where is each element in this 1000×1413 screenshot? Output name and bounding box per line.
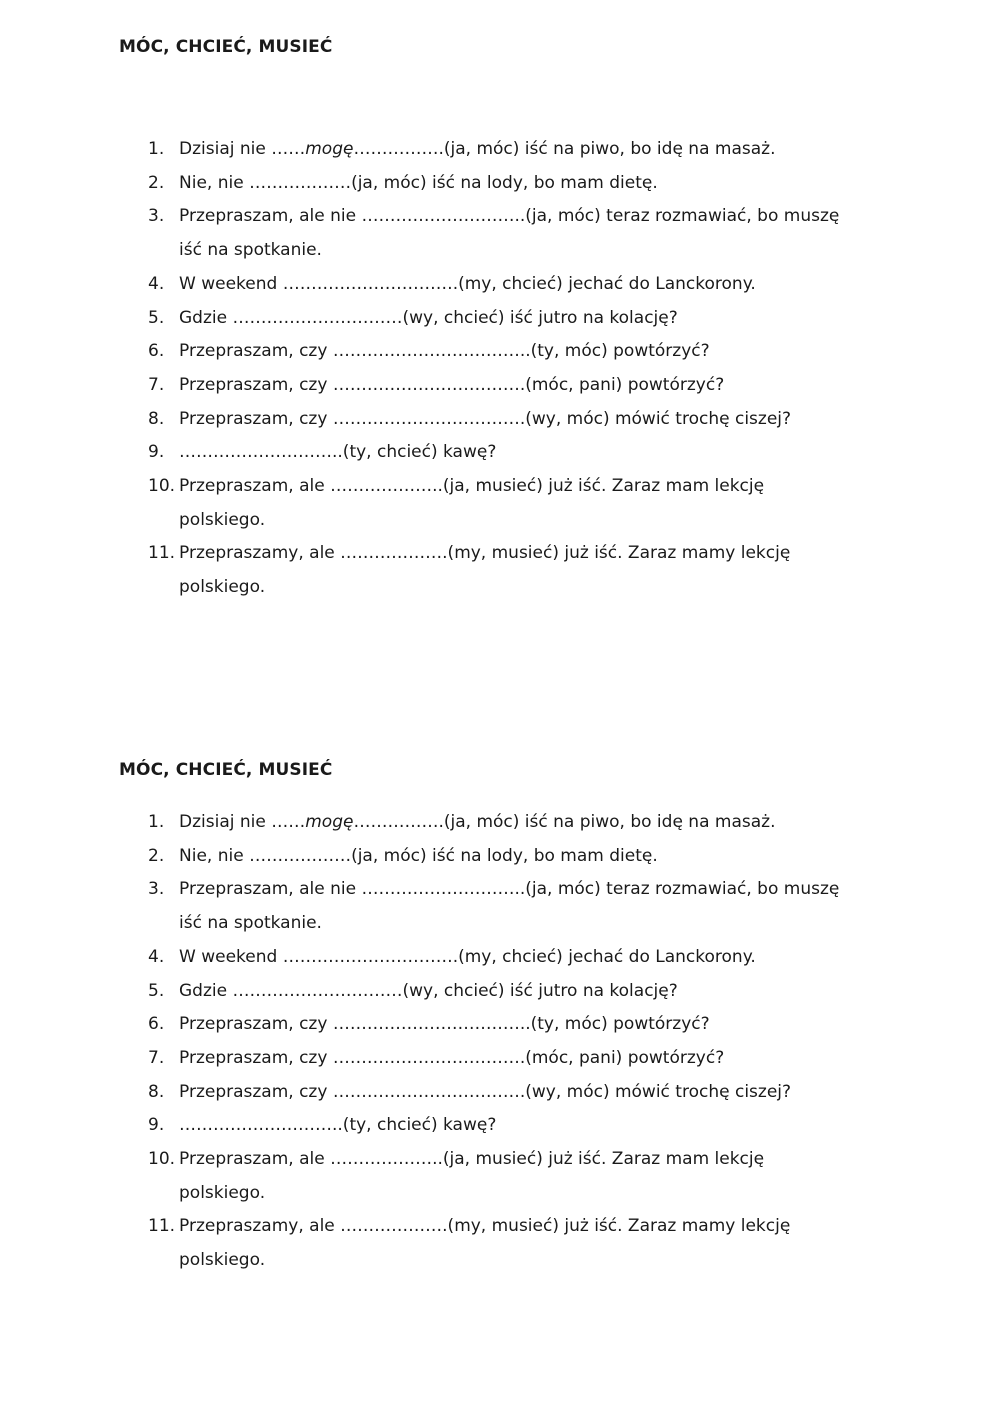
item-line-1: Przepraszam, czy …………………………….(móc, pani) powtórzyć? (179, 1047, 725, 1068)
exercise-item-11 (0, 1210, 899, 1277)
item-line-1: Gdzie …………………………(wy, chcieć) iść jutro na kolację? (179, 307, 678, 328)
item-number: 8. (148, 408, 165, 429)
item-text (179, 1143, 899, 1210)
item-text (179, 873, 899, 940)
exercise-item-1 (0, 133, 899, 167)
exercise-item-9 (0, 436, 899, 470)
item-line-1: Przepraszam, czy ……………………………..(ty, móc) powtórzyć? (179, 1014, 710, 1035)
item-line-2: polskiego. (179, 1182, 266, 1203)
item-text (179, 840, 899, 874)
item-line-1: Przepraszam, czy …………………………….(wy, móc) mówić trochę ciszej? (179, 408, 792, 429)
item-number: 11. (148, 543, 176, 564)
item-number: 7. (148, 1047, 165, 1068)
item-text (179, 1210, 899, 1277)
exercise-item-2 (0, 840, 899, 874)
item-line-1: Gdzie …………………………(wy, chcieć) iść jutro na kolację? (179, 980, 678, 1001)
exercise-item-4 (0, 268, 899, 302)
exercise-item-8 (0, 1076, 899, 1110)
item-line-1: W weekend ………………………….(my, chcieć) jechać do Lanckorony. (179, 273, 756, 294)
item-line-2: iść na spotkanie. (179, 913, 322, 934)
exercise-item-2 (0, 167, 899, 201)
item-number: 7. (148, 374, 165, 395)
item-number: 10. (148, 476, 176, 497)
item-number: 3. (148, 206, 165, 227)
exercise-item-6 (0, 1008, 899, 1042)
item-text (179, 133, 899, 167)
item-line-1: Przepraszam, czy ……………………………..(ty, móc) powtórzyć? (179, 341, 710, 362)
exercise-item-5 (0, 975, 899, 1009)
item-line-1: ………………………..(ty, chcieć) kawę? (179, 442, 497, 463)
item-text (179, 1042, 899, 1076)
example-answer: mogę (305, 139, 354, 159)
item-text-before: Dzisiaj nie …… (179, 812, 306, 832)
item-text (179, 335, 899, 369)
exercise-list (0, 806, 899, 1278)
item-line-2: polskiego. (179, 1250, 266, 1271)
item-text (179, 268, 899, 302)
exercise-item-5 (0, 302, 899, 336)
exercise-item-3 (0, 873, 899, 940)
item-line-2: iść na spotkanie. (179, 240, 322, 261)
exercise-item-6 (0, 335, 899, 369)
item-line-2: polskiego. (179, 509, 266, 530)
item-text (179, 1109, 899, 1143)
example-answer: mogę (305, 812, 354, 832)
item-number: 6. (148, 341, 165, 362)
item-line-2: polskiego. (179, 577, 266, 598)
exercise-item-1 (0, 806, 899, 840)
item-line-1: Przepraszam, ale ………………..(ja, musieć) już iść. Zaraz mam lekcję (179, 476, 765, 497)
exercise-title: MÓC, CHCIEĆ, MUSIEĆ (119, 760, 333, 780)
item-line-1: Przepraszam, czy …………………………….(wy, móc) mówić trochę ciszej? (179, 1081, 792, 1102)
item-number: 3. (148, 879, 165, 900)
item-number: 4. (148, 946, 165, 967)
exercise-item-7 (0, 1042, 899, 1076)
item-number: 8. (148, 1081, 165, 1102)
item-number: 1. (148, 139, 165, 159)
item-number: 10. (148, 1149, 176, 1170)
item-text (179, 1076, 899, 1110)
item-text (179, 806, 899, 840)
item-number: 9. (148, 442, 165, 463)
item-line-1: Przepraszamy, ale ……………….(my, musieć) już iść. Zaraz mamy lekcję (179, 543, 791, 564)
item-number: 2. (148, 845, 165, 866)
item-line-1: Przepraszam, ale nie ………………………..(ja, móc) teraz rozmawiać, bo muszę (179, 206, 840, 227)
item-text (179, 436, 899, 470)
exercise-item-4 (0, 941, 899, 975)
item-text (179, 369, 899, 403)
item-line-1: Nie, nie ………………(ja, móc) iść na lody, bo mam dietę. (179, 845, 658, 866)
item-line-1: Przepraszam, czy …………………………….(móc, pani) powtórzyć? (179, 374, 725, 395)
item-number: 9. (148, 1115, 165, 1136)
exercise-item-3 (0, 200, 899, 267)
exercise-item-7 (0, 369, 899, 403)
item-text (179, 975, 899, 1009)
item-text-after: …………….(ja, móc) iść na piwo, bo idę na masaż. (353, 139, 776, 159)
item-number: 2. (148, 172, 165, 193)
item-line-1: Nie, nie ………………(ja, móc) iść na lody, bo mam dietę. (179, 172, 658, 193)
exercise-item-10 (0, 470, 899, 537)
item-text (179, 1008, 899, 1042)
item-number: 1. (148, 812, 165, 832)
item-line-1: Przepraszamy, ale ……………….(my, musieć) już iść. Zaraz mamy lekcję (179, 1216, 791, 1237)
exercise-item-8 (0, 403, 899, 437)
item-text (179, 537, 899, 604)
item-number: 5. (148, 980, 165, 1001)
item-number: 6. (148, 1014, 165, 1035)
item-number: 4. (148, 273, 165, 294)
exercise-title: MÓC, CHCIEĆ, MUSIEĆ (119, 37, 333, 57)
item-text-before: Dzisiaj nie …… (179, 139, 306, 159)
item-text-after: …………….(ja, móc) iść na piwo, bo idę na masaż. (353, 812, 776, 832)
item-number: 11. (148, 1216, 176, 1237)
exercise-list (0, 133, 899, 605)
item-text (179, 167, 899, 201)
item-line-1: W weekend ………………………….(my, chcieć) jechać do Lanckorony. (179, 946, 756, 967)
exercise-item-9 (0, 1109, 899, 1143)
item-text (179, 470, 899, 537)
item-text (179, 200, 899, 267)
item-text (179, 403, 899, 437)
item-line-1: Przepraszam, ale nie ………………………..(ja, móc) teraz rozmawiać, bo muszę (179, 879, 840, 900)
item-text (179, 302, 899, 336)
item-text (179, 941, 899, 975)
exercise-item-11 (0, 537, 899, 604)
exercise-item-10 (0, 1143, 899, 1210)
item-line-1: ………………………..(ty, chcieć) kawę? (179, 1115, 497, 1136)
item-line-1: Przepraszam, ale ………………..(ja, musieć) już iść. Zaraz mam lekcję (179, 1149, 765, 1170)
item-number: 5. (148, 307, 165, 328)
